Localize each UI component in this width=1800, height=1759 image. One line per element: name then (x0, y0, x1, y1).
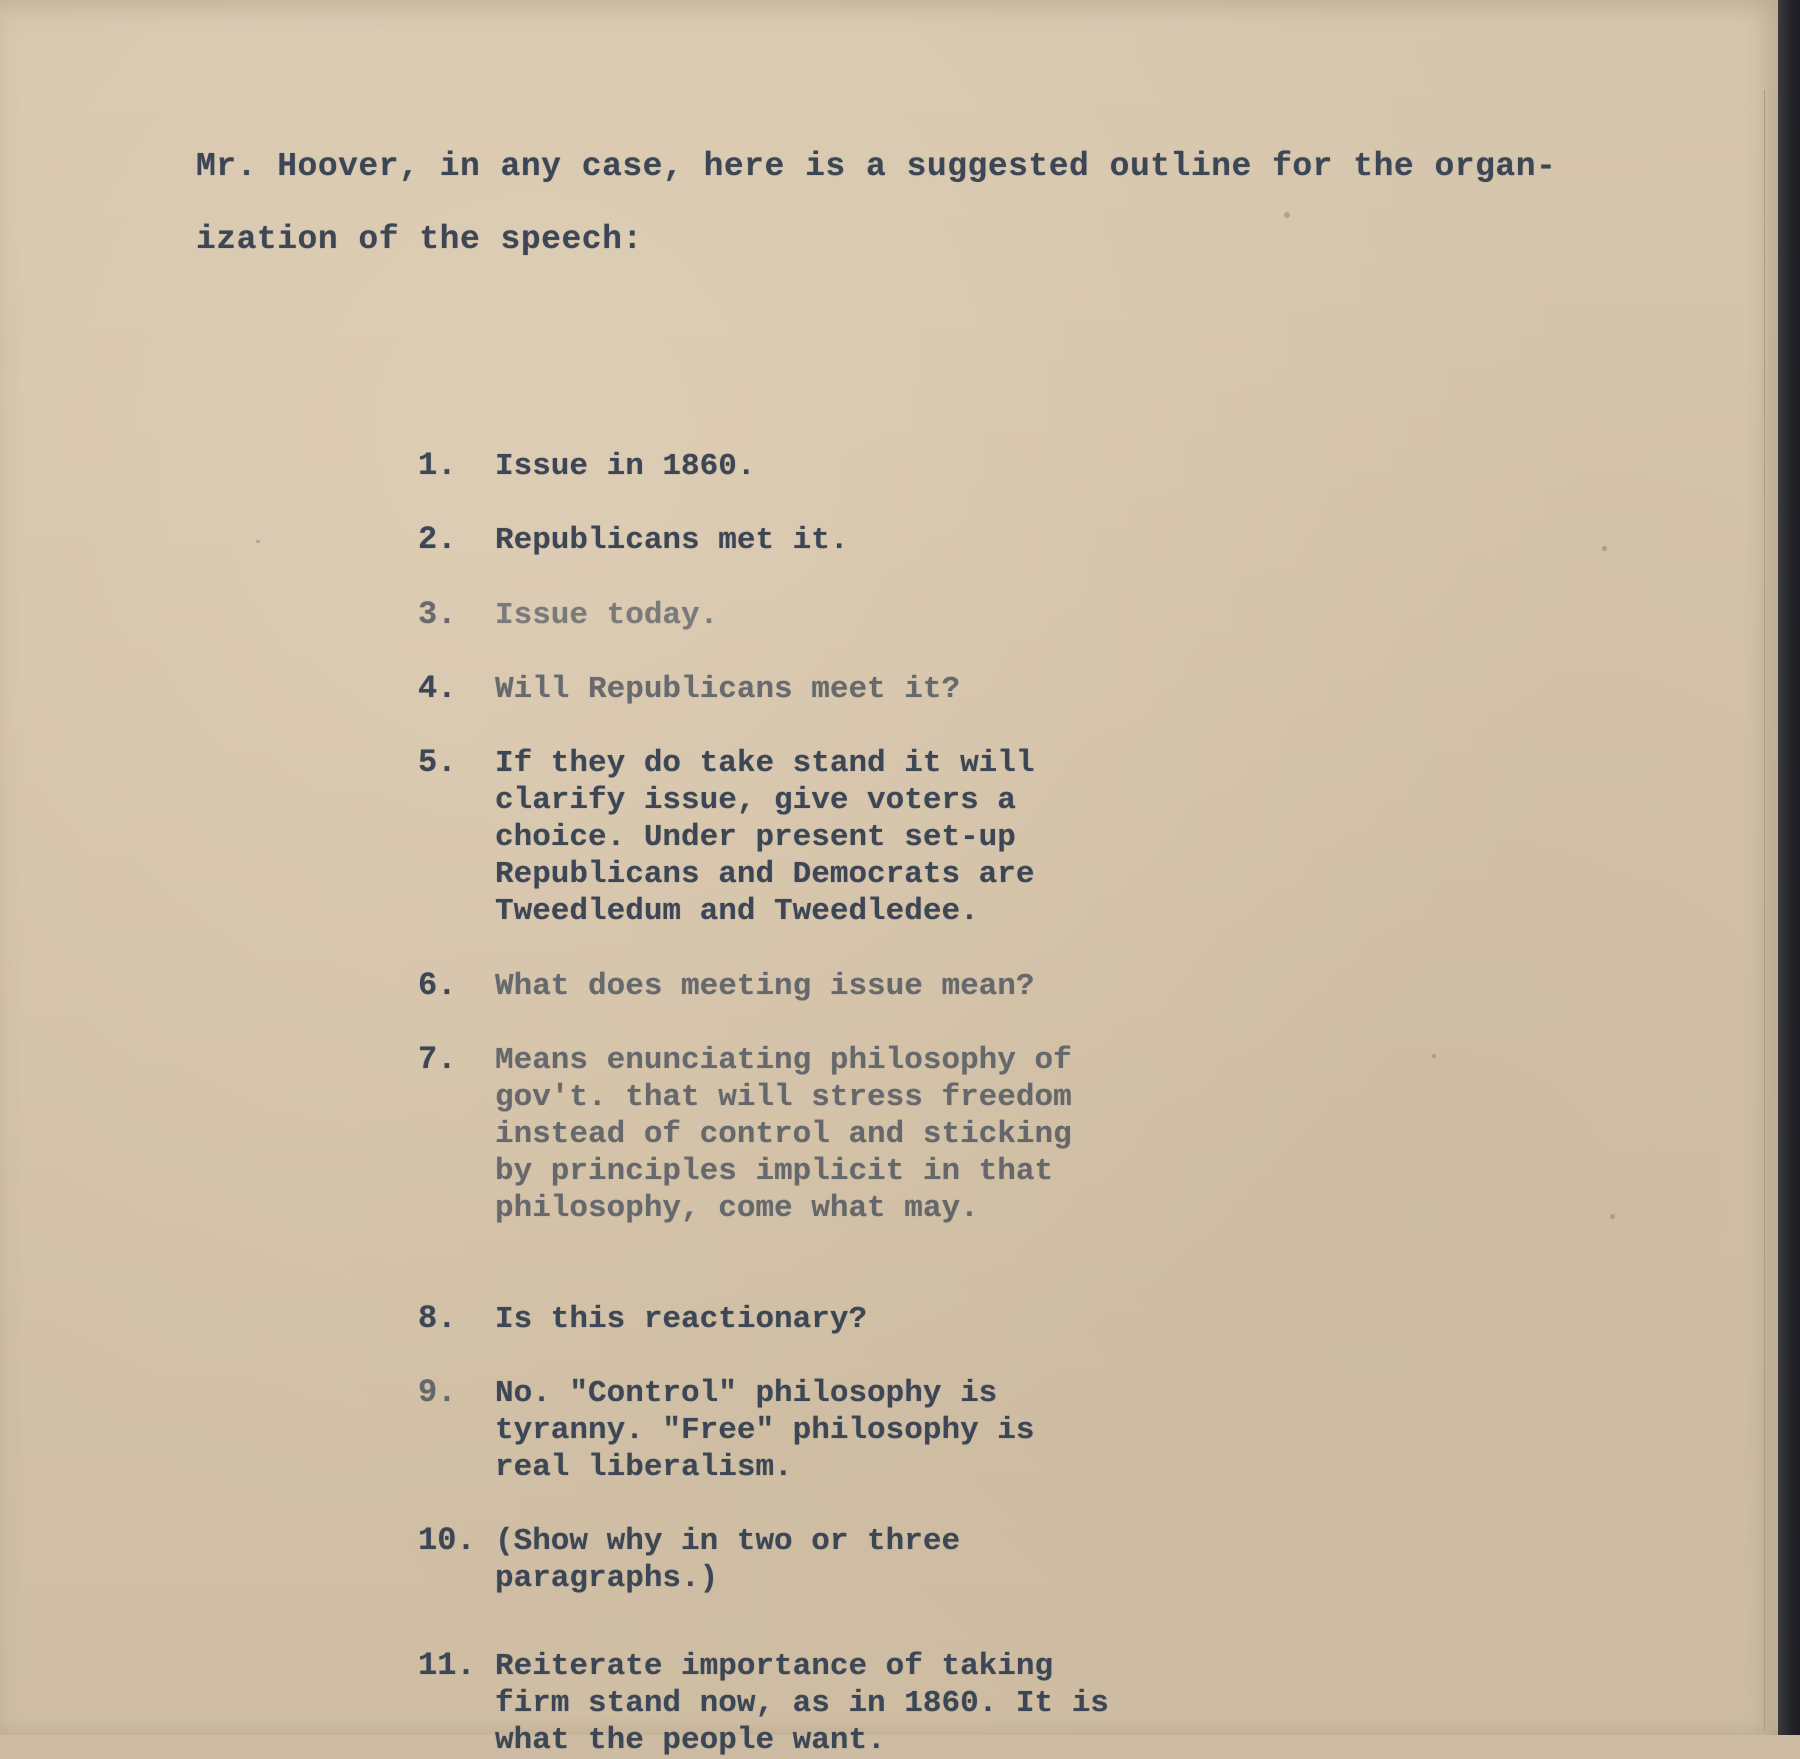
paper-speck (1602, 546, 1607, 551)
item-text: Means enunciating philosophy of gov't. that will stress freedom instead of control and sticking by principles implicit in that philosophy, come what may. (495, 1043, 1072, 1226)
paper-speck (1610, 1214, 1615, 1219)
item-text: Issue in 1860. (495, 449, 756, 484)
item-text: Reiterate importance of taking firm stand now, as in 1860. It is what the people want. (495, 1649, 1109, 1758)
item-text: Republicans met it. (495, 523, 849, 558)
paper-speck (1284, 212, 1290, 218)
item-number: 9. (418, 1374, 457, 1411)
item-number: 2. (418, 521, 457, 558)
item-number: 5. (418, 744, 457, 781)
item-number: 6. (418, 967, 457, 1004)
item-number: 7. (418, 1041, 457, 1078)
item-text: No. "Control" philosophy is tyranny. "Free" philosophy is real liberalism. (495, 1376, 1035, 1485)
item-number: 1. (418, 447, 457, 484)
item-text: Will Republicans meet it? (495, 672, 961, 707)
item-number: 11. (418, 1647, 476, 1684)
item-number: 8. (418, 1300, 457, 1337)
paper-speck (1432, 1054, 1436, 1058)
paper-speck (256, 540, 260, 543)
item-text: If they do take stand it will clarify issue, give voters a choice. Under present set-up Republicans and Democrats are Tweedledum and Tweedledee. (495, 746, 1035, 929)
item-text: What does meeting issue mean? (495, 969, 1035, 1004)
item-text: Is this reactionary? (495, 1302, 868, 1337)
item-number: 3. (418, 596, 457, 633)
intro-line-2: ization of the speech: (196, 221, 643, 258)
item-text: Issue today. (495, 598, 719, 633)
item-text: (Show why in two or three paragraphs.) (495, 1524, 961, 1596)
intro-line-1: Mr. Hoover, in any case, here is a suggested outline for the organ- (196, 148, 1557, 185)
item-number: 10. (418, 1522, 476, 1559)
dark-background-edge (1778, 0, 1800, 1735)
item-number: 4. (418, 670, 457, 707)
